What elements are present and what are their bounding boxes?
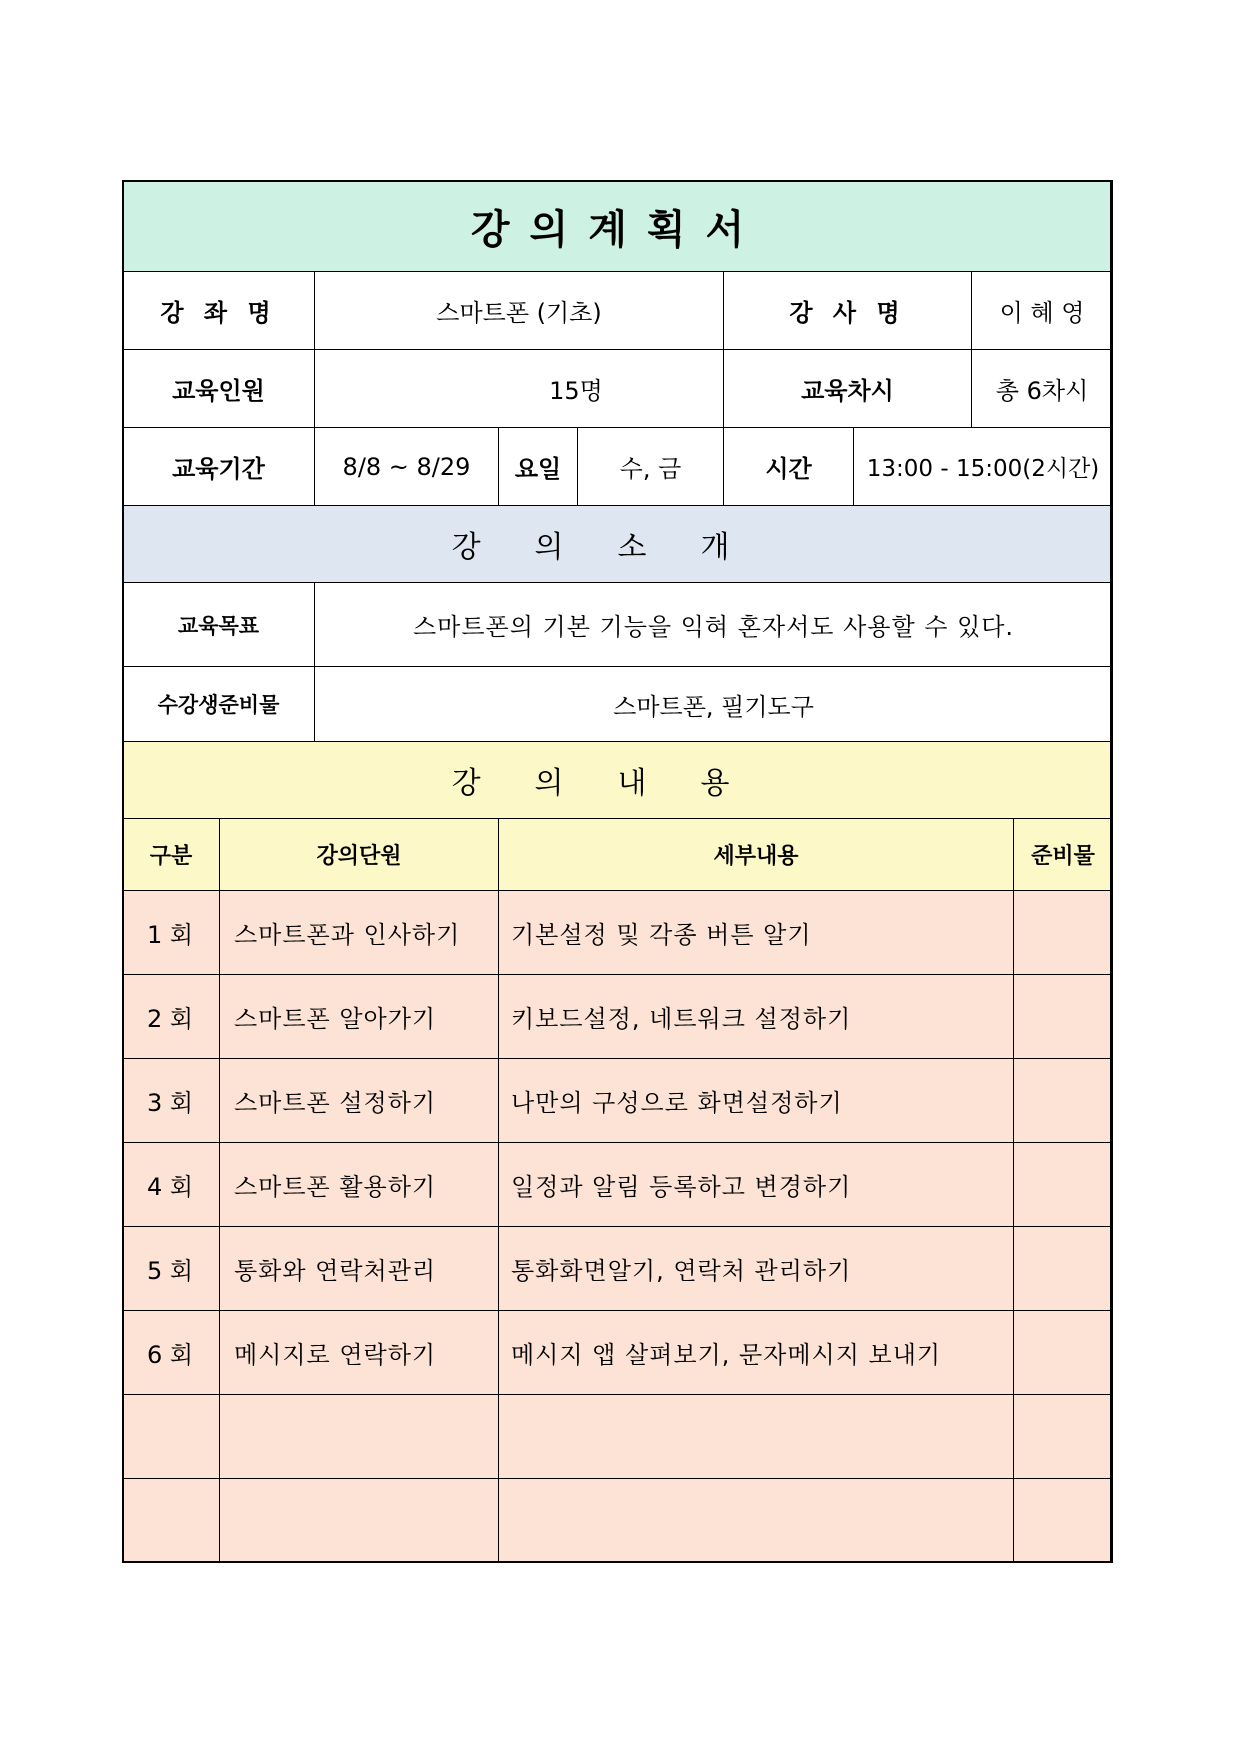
intro-section-header: 강의소개 [123,506,1113,583]
session-number: 1 회 [123,891,220,975]
session-unit: 통화와 연락처관리 [220,1227,499,1311]
session-number: 2 회 [123,975,220,1059]
session-detail [499,1479,1014,1563]
session-materials [1014,1059,1113,1143]
sessions-label: 교육차시 [724,350,972,428]
document-title: 강의계획서 [123,181,1113,272]
session-number: 5 회 [123,1227,220,1311]
session-detail [499,1395,1014,1479]
time-label: 시간 [724,428,854,506]
instructor-value: 이 혜 영 [972,272,1113,350]
table-row [123,975,1113,1059]
lecture-plan-table [122,180,1113,1563]
session-unit: 스마트폰과 인사하기 [220,891,499,975]
column-header-detail: 세부내용 [499,819,1014,891]
session-detail: 일정과 알림 등록하고 변경하기 [499,1143,1014,1227]
column-header-unit: 강의단원 [220,819,499,891]
session-number [123,1479,220,1563]
people-label: 교육인원 [123,350,315,428]
prep-value: 스마트폰, 필기도구 [315,667,1113,742]
goal-value: 스마트폰의 기본 기능을 익혀 혼자서도 사용할 수 있다. [315,583,1113,667]
days-value: 수, 금 [578,428,724,506]
table-row [123,1143,1113,1227]
lecture-plan-sheet [122,180,1112,1563]
time-value: 13:00 - 15:00(2시간) [854,428,1113,506]
session-materials [1014,975,1113,1059]
column-header-materials: 준비물 [1014,819,1113,891]
session-materials [1014,1395,1113,1479]
instructor-label: 강 사 명 [724,272,972,350]
session-number: 4 회 [123,1143,220,1227]
session-detail: 나만의 구성으로 화면설정하기 [499,1059,1014,1143]
people-value: 15명 [315,350,724,428]
session-detail: 키보드설정, 네트워크 설정하기 [499,975,1014,1059]
session-unit: 스마트폰 활용하기 [220,1143,499,1227]
table-row [123,891,1113,975]
column-header-session: 구분 [123,819,220,891]
session-unit [220,1479,499,1563]
course-name-value: 스마트폰 (기초) [315,272,724,350]
sessions-value: 총 6차시 [972,350,1113,428]
session-materials [1014,1227,1113,1311]
session-materials [1014,1143,1113,1227]
session-detail: 메시지 앱 살펴보기, 문자메시지 보내기 [499,1311,1014,1395]
session-detail: 기본설정 및 각종 버튼 알기 [499,891,1014,975]
table-row [123,1395,1113,1479]
goal-label: 교육목표 [123,583,315,667]
course-name-label: 강 좌 명 [123,272,315,350]
table-row [123,1227,1113,1311]
session-unit: 스마트폰 알아가기 [220,975,499,1059]
session-unit: 메시지로 연락하기 [220,1311,499,1395]
table-row [123,1059,1113,1143]
session-materials [1014,1311,1113,1395]
table-row [123,1311,1113,1395]
session-materials [1014,1479,1113,1563]
session-number: 6 회 [123,1311,220,1395]
days-label: 요일 [499,428,578,506]
prep-label: 수강생준비물 [123,667,315,742]
session-unit [220,1395,499,1479]
period-value: 8/8 ~ 8/29 [315,428,499,506]
session-number [123,1395,220,1479]
content-section-header: 강의내용 [123,742,1113,819]
session-detail: 통화화면알기, 연락처 관리하기 [499,1227,1014,1311]
session-materials [1014,891,1113,975]
session-number: 3 회 [123,1059,220,1143]
session-unit: 스마트폰 설정하기 [220,1059,499,1143]
period-label: 교육기간 [123,428,315,506]
table-row [123,1479,1113,1563]
